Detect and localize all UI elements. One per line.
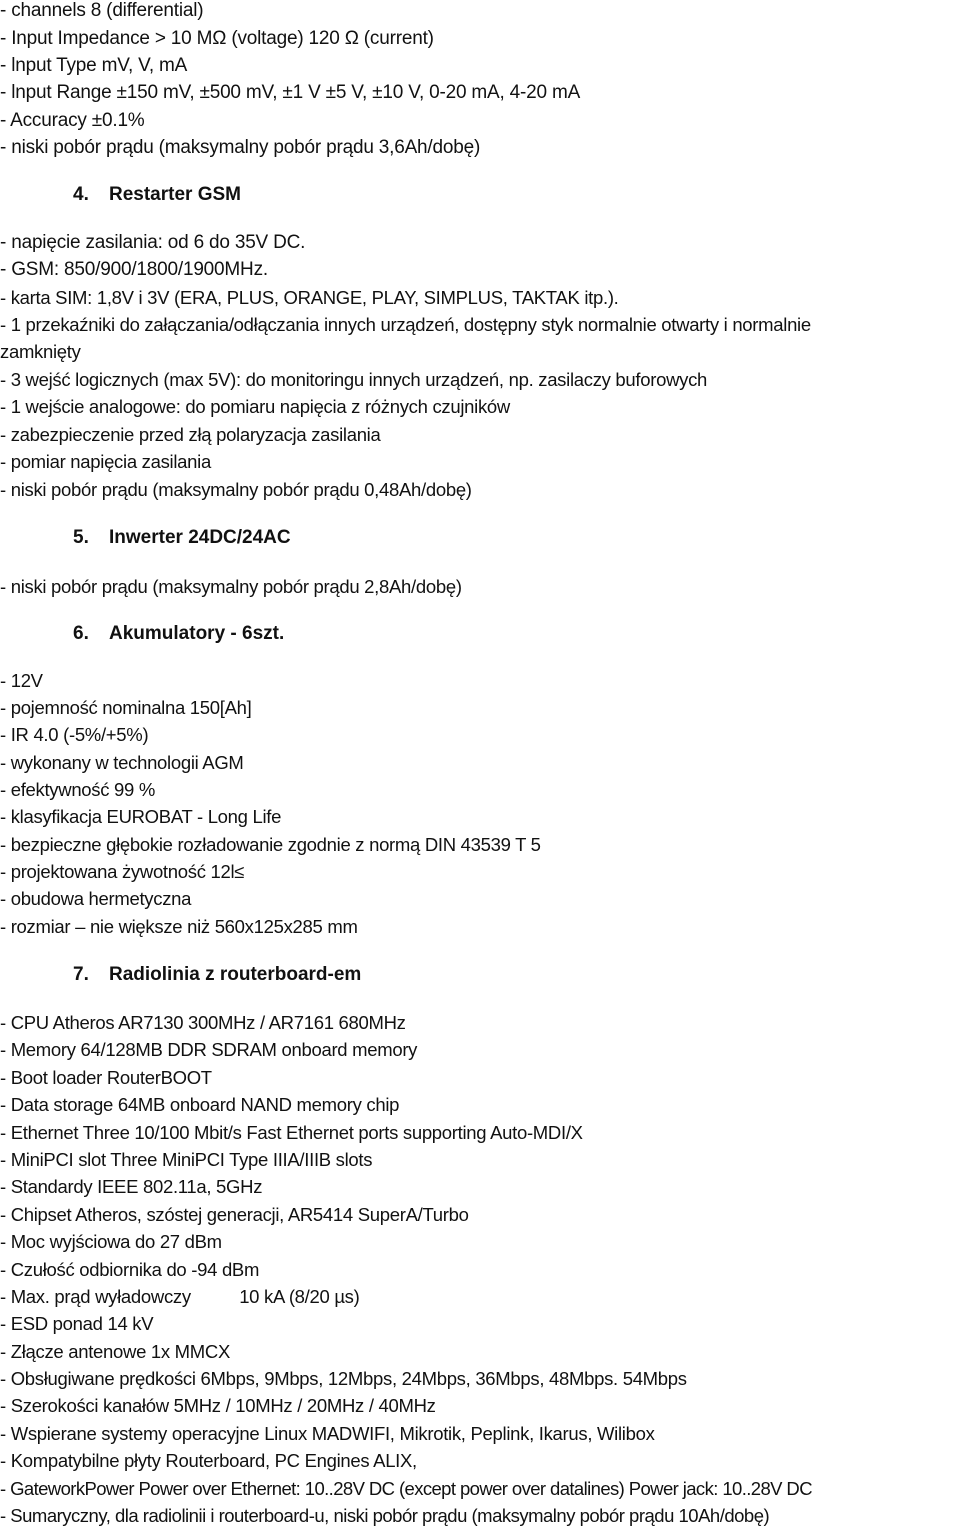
spec-line: - Złącze antenowe 1x MMCX xyxy=(0,1341,231,1362)
spec-line: - channels 8 (differential) xyxy=(0,0,204,21)
spec-line: - pomiar napięcia zasilania xyxy=(0,451,211,472)
spec-line: - Obsługiwane prędkości 6Mbps, 9Mbps, 12Mbps, 24Mbps, 36Mbps, 48Mbps. 54Mbps xyxy=(0,1368,687,1389)
spec-line: - Boot loader RouterBOOT xyxy=(0,1067,212,1088)
spec-line: - Data storage 64MB onboard NAND memory chip xyxy=(0,1094,400,1115)
spec-line: - Chipset Atheros, szóstej generacji, AR5414 SuperA/Turbo xyxy=(0,1204,469,1225)
spec-line: - GateworkPower Power over Ethernet: 10..28V DC (except power over datalines) Power jack: 10..28V DC xyxy=(0,1478,812,1499)
spec-line: - zabezpieczenie przed złą polaryzacja zasilania xyxy=(0,424,381,445)
spec-line: - projektowana żywotność 12l≤ xyxy=(0,861,245,882)
spec-line: - lnput Type mV, V, mA xyxy=(0,55,188,76)
spec-line: - 12V xyxy=(0,670,43,691)
spec-line: - bezpieczne głębokie rozładowanie zgodnie z normą DIN 43539 T 5 xyxy=(0,834,541,855)
spec-line: - niski pobór prądu (maksymalny pobór prądu 3,6Ah/dobę) xyxy=(0,137,481,158)
section-title: Restarter GSM xyxy=(109,184,241,205)
spec-line: - napięcie zasilania: od 6 do 35V DC. xyxy=(0,232,306,253)
section-heading-5 xyxy=(73,527,291,549)
section-heading-6 xyxy=(73,623,284,645)
spec-line: - rozmiar – nie większe niż 560x125x285 mm xyxy=(0,916,358,937)
spec-line: - Czułość odbiornika do -94 dBm xyxy=(0,1259,260,1280)
spec-line: - niski pobór prądu (maksymalny pobór prądu 0,48Ah/dobę) xyxy=(0,479,472,500)
spec-line: - Input Impedance > 10 MΩ (voltage) 120 Ω (current) xyxy=(0,28,434,49)
spec-line: zamknięty xyxy=(0,341,81,362)
spec-line: - 1 wejście analogowe: do pomiaru napięcia z różnych czujników xyxy=(0,396,510,417)
section-title: Inwerter 24DC/24AC xyxy=(109,527,291,548)
spec-line: - niski pobór prądu (maksymalny pobór prądu 2,8Ah/dobę) xyxy=(0,576,462,597)
spec-line: - MiniPCI slot Three MiniPCI Type IIIA/IIIB slots xyxy=(0,1149,373,1170)
spec-line: - efektywność 99 % xyxy=(0,779,156,800)
spec-line: - obudowa hermetyczna xyxy=(0,888,192,909)
spec-line: - ESD ponad 14 kV xyxy=(0,1313,154,1334)
spec-line: - GSM: 850/900/1800/1900MHz. xyxy=(0,259,268,280)
spec-line: - IR 4.0 (-5%/+5%) xyxy=(0,724,149,745)
spec-line: - lnput Range ±150 mV, ±500 mV, ±1 V ±5 V, ±10 V, 0-20 mA, 4-20 mA xyxy=(0,82,581,103)
section-number: 4. xyxy=(73,184,89,205)
spec-line: - pojemność nominalna 150[Ah] xyxy=(0,697,252,718)
spec-line: - Standardy IEEE 802.11a, 5GHz xyxy=(0,1176,263,1197)
spec-line: - Moc wyjściowa do 27 dBm xyxy=(0,1231,222,1252)
spec-line: - 3 wejść logicznych (max 5V): do monitoringu innych urządzeń, np. zasilaczy buforowych xyxy=(0,369,708,390)
section-heading-7 xyxy=(73,964,361,986)
spec-line: - karta SIM: 1,8V i 3V (ERA, PLUS, ORANGE, PLAY, SIMPLUS, TAKTAK itp.). xyxy=(0,287,619,308)
spec-line: - Kompatybilne płyty Routerboard, PC Engines ALIX, xyxy=(0,1450,417,1471)
spec-line: - Wspierane systemy operacyjne Linux MADWIFI, Mikrotik, Peplink, Ikarus, Wilibox xyxy=(0,1423,655,1444)
spec-line: - Accuracy ±0.1% xyxy=(0,110,145,131)
spec-line: - klasyfikacja EUROBAT - Long Life xyxy=(0,806,282,827)
spec-line: - Ethernet Three 10/100 Mbit/s Fast Ethernet ports supporting Auto-MDI/X xyxy=(0,1122,583,1143)
spec-line: - Sumaryczny, dla radiolinii i routerboard-u, niski pobór prądu (maksymalny pobór prądu 10Ah/dobę) xyxy=(0,1505,770,1526)
spec-line: - Memory 64/128MB DDR SDRAM onboard memory xyxy=(0,1039,418,1060)
spec-line: - 1 przekaźniki do załączania/odłączania innych urządzeń, dostępny styk normalnie otwarty i normalnie xyxy=(0,314,811,335)
section-number: 7. xyxy=(73,964,89,985)
spec-line: - CPU Atheros AR7130 300MHz / AR7161 680MHz xyxy=(0,1012,406,1033)
spec-line: - Szerokości kanałów 5MHz / 10MHz / 20MHz / 40MHz xyxy=(0,1395,436,1416)
section-number: 5. xyxy=(73,527,89,548)
section-heading-4 xyxy=(73,184,241,206)
section-title: Radiolinia z routerboard-em xyxy=(109,964,362,985)
spec-line: - Max. prąd wyładowczy 10 kA (8/20 µs) xyxy=(0,1286,360,1307)
section-number: 6. xyxy=(73,623,89,644)
spec-line: - wykonany w technologii AGM xyxy=(0,752,244,773)
section-title: Akumulatory - 6szt. xyxy=(109,623,285,644)
